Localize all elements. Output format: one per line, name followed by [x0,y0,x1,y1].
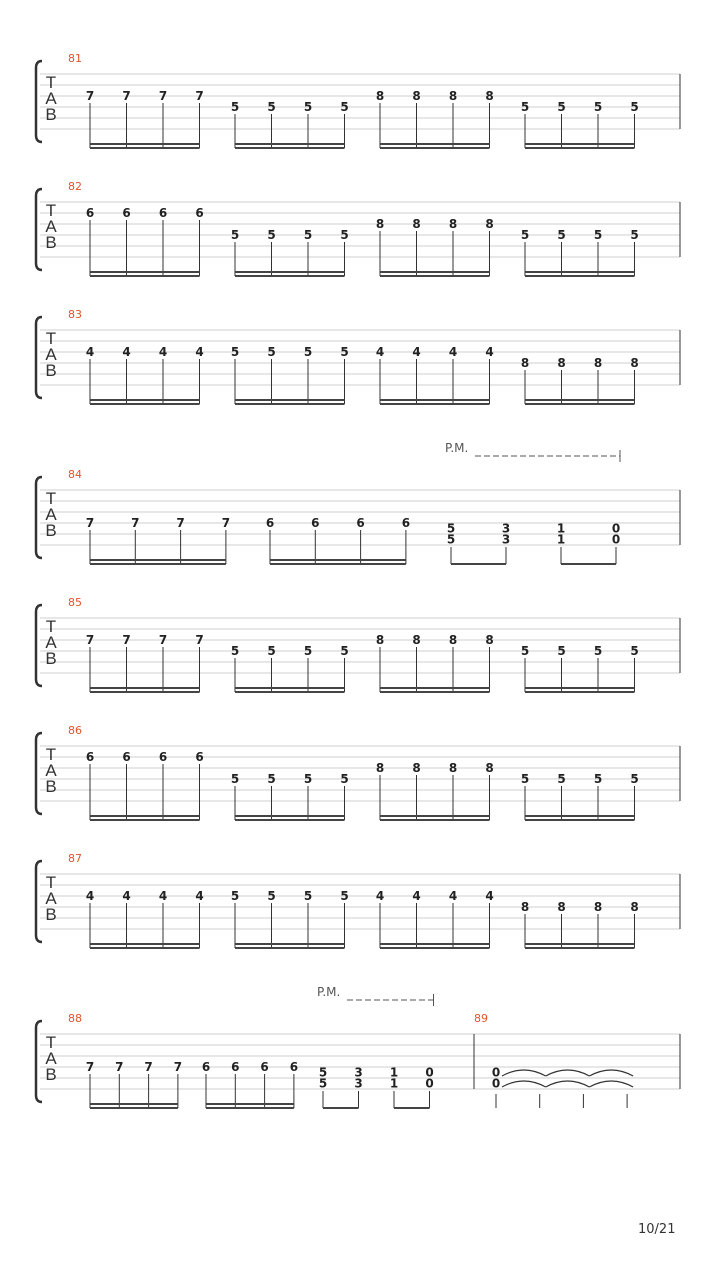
fret-number: 8 [593,356,603,370]
fret-number: 1 [556,532,566,547]
fret-number: 6 [231,1060,240,1074]
tab-clef-letter: T [45,617,57,636]
fret-number: 3 [501,521,511,536]
fret-number: 7 [122,633,131,647]
fret-number: 5 [557,100,566,114]
fret-number: 8 [412,217,421,231]
fret-number: 5 [303,228,313,242]
fret-number: 6 [85,750,95,764]
fret-number: 8 [448,217,458,231]
fret-number: 0 [425,1076,434,1091]
fret-number: 6 [195,750,204,764]
fret-number: 5 [340,100,349,114]
tab-clef-letter: A [45,761,57,780]
fret-number: 5 [557,772,566,786]
staff-system [36,308,680,404]
fret-number: 5 [520,100,530,114]
tab-clef-letter: T [45,73,57,92]
fret-number: 5 [630,644,639,658]
fret-number: 7 [158,633,168,647]
system-bracket [36,189,42,270]
fret-number: 7 [176,516,185,530]
fret-number: 6 [401,516,411,530]
fret-number: 5 [303,345,313,359]
fret-number: 5 [303,644,313,658]
fret-number: 8 [630,356,639,370]
system-bracket [36,733,42,814]
fret-number: 5 [446,532,456,547]
tab-clef-letter: A [45,505,57,524]
fret-number: 4 [485,889,494,903]
staff-system [36,724,680,820]
fret-number: 8 [485,633,494,647]
fret-number: 5 [340,644,349,658]
fret-number: 8 [485,89,494,103]
fret-number: 8 [375,89,385,103]
tab-clef-letter: A [45,633,57,652]
fret-number: 5 [303,100,313,114]
fret-number: 5 [267,345,276,359]
fret-number: 5 [593,644,603,658]
measure-number: 84 [68,468,82,481]
fret-number: 4 [375,889,385,903]
fret-number: 7 [173,1060,183,1074]
fret-number: 4 [122,345,131,359]
tab-clef-letter: B [45,105,57,124]
measure-number: 85 [68,596,82,609]
fret-number: 7 [122,89,131,103]
fret-number: 5 [267,100,276,114]
fret-number: 4 [158,889,168,903]
tab-clef-letter: B [45,777,57,796]
system-bracket [36,477,42,558]
fret-number: 5 [593,772,603,786]
tie-arc [502,1070,546,1076]
fret-number: 8 [412,761,421,775]
fret-number: 6 [158,750,168,764]
fret-number: 5 [318,1065,328,1080]
fret-number: 8 [485,761,494,775]
fret-number: 5 [557,644,566,658]
system-bracket [36,605,42,686]
fret-number: 4 [448,889,458,903]
page-number: 10/21 [638,1222,676,1237]
staff-system [36,441,680,564]
fret-number: 5 [340,228,349,242]
tab-clef-letter: B [45,521,57,540]
fret-number: 8 [557,356,566,370]
fret-number: 5 [318,1076,328,1091]
measure-number: 83 [68,308,82,321]
tab-clef-letter: T [45,745,57,764]
fret-number: 6 [289,1060,299,1074]
fret-number: 8 [375,217,385,231]
fret-number: 7 [221,516,231,530]
fret-number: 7 [195,633,204,647]
fret-number: 7 [85,89,95,103]
fret-number: 1 [556,521,566,536]
fret-number: 4 [485,345,494,359]
system-bracket [36,1021,42,1102]
fret-number: 5 [520,772,530,786]
fret-number: 3 [501,532,511,547]
fret-number: 3 [354,1076,363,1091]
fret-number: 5 [230,889,240,903]
tab-clef-letter: T [45,489,57,508]
fret-number: 5 [520,644,530,658]
tab-clef-letter: B [45,1065,57,1084]
fret-number: 5 [340,889,349,903]
fret-number: 6 [201,1060,211,1074]
fret-number: 6 [85,206,95,220]
fret-number: 4 [375,345,385,359]
measure-number: 86 [68,724,82,737]
tab-clef-letter: T [45,1033,57,1052]
fret-number: 5 [630,772,639,786]
tab-clef-letter: B [45,233,57,252]
fret-number: 8 [520,356,530,370]
staff-system [36,52,680,148]
tab-clef-letter: T [45,201,57,220]
tie-arc [546,1070,590,1076]
fret-number: 5 [230,345,240,359]
fret-number: 4 [412,889,421,903]
fret-number: 4 [195,345,204,359]
tab-clef-letter: A [45,1049,57,1068]
system-bracket [36,61,42,142]
fret-number: 7 [144,1060,153,1074]
fret-number: 4 [195,889,204,903]
tie-arc [502,1081,546,1087]
fret-number: 8 [485,217,494,231]
fret-number: 5 [630,100,639,114]
fret-number: 8 [630,900,639,914]
fret-number: 4 [85,345,95,359]
fret-number: 4 [85,889,95,903]
fret-number: 8 [448,89,458,103]
fret-number: 5 [230,228,240,242]
fret-number: 5 [230,772,240,786]
fret-number: 5 [593,228,603,242]
tie-arc [589,1081,633,1087]
measure-number: 88 [68,1012,82,1025]
tab-clef-letter: B [45,905,57,924]
fret-number: 0 [491,1065,501,1080]
staff-system [36,180,680,276]
tab-clef-letter: A [45,89,57,108]
tab-clef-letter: B [45,361,57,380]
fret-number: 7 [85,1060,95,1074]
fret-number: 6 [122,206,131,220]
fret-number: 8 [375,633,385,647]
fret-number: 8 [448,633,458,647]
fret-number: 8 [557,900,566,914]
fret-number: 7 [115,1060,124,1074]
fret-number: 3 [354,1065,363,1080]
fret-number: 8 [375,761,385,775]
fret-number: 5 [557,228,566,242]
fret-number: 5 [303,772,313,786]
fret-number: 0 [491,1076,501,1091]
fret-number: 5 [230,100,240,114]
fret-number: 5 [303,889,313,903]
fret-number: 5 [446,521,456,536]
fret-number: 8 [593,900,603,914]
fret-number: 5 [593,100,603,114]
staff-system [36,985,680,1108]
fret-number: 0 [425,1065,434,1080]
fret-number: 6 [158,206,168,220]
tab-clef-letter: T [45,329,57,348]
palm-mute-label: P.M. [317,985,341,999]
fret-number: 5 [267,228,276,242]
fret-number: 5 [340,345,349,359]
fret-number: 8 [520,900,530,914]
fret-number: 8 [448,761,458,775]
system-bracket [36,317,42,398]
system-bracket [36,861,42,942]
fret-number: 0 [611,532,621,547]
fret-number: 0 [611,521,621,536]
fret-number: 7 [131,516,140,530]
tie-arc [589,1070,633,1076]
tab-clef-letter: A [45,345,57,364]
fret-number: 4 [122,889,131,903]
fret-number: 5 [230,644,240,658]
measure-number: 89 [474,1012,488,1025]
fret-number: 4 [412,345,421,359]
tie-arc [546,1081,590,1087]
fret-number: 4 [448,345,458,359]
fret-number: 7 [195,89,204,103]
palm-mute-label: P.M. [445,441,469,455]
fret-number: 8 [412,89,421,103]
fret-number: 1 [389,1076,399,1091]
fret-number: 7 [85,633,95,647]
fret-number: 6 [260,1060,269,1074]
staff-system [36,596,680,692]
measure-number: 82 [68,180,82,193]
fret-number: 5 [267,644,276,658]
tab-clef-letter: A [45,889,57,908]
fret-number: 7 [85,516,95,530]
fret-number: 6 [195,206,204,220]
fret-number: 7 [158,89,168,103]
fret-number: 6 [311,516,320,530]
fret-number: 5 [340,772,349,786]
measure-number: 87 [68,852,82,865]
fret-number: 1 [389,1065,399,1080]
tab-clef-letter: T [45,873,57,892]
fret-number: 5 [520,228,530,242]
fret-number: 6 [265,516,275,530]
fret-number: 8 [412,633,421,647]
fret-number: 4 [158,345,168,359]
tab-clef-letter: A [45,217,57,236]
tab-clef-letter: B [45,649,57,668]
fret-number: 6 [356,516,365,530]
staff-system [36,852,680,948]
fret-number: 5 [267,772,276,786]
fret-number: 6 [122,750,131,764]
fret-number: 5 [630,228,639,242]
measure-number: 81 [68,52,82,65]
fret-number: 5 [267,889,276,903]
